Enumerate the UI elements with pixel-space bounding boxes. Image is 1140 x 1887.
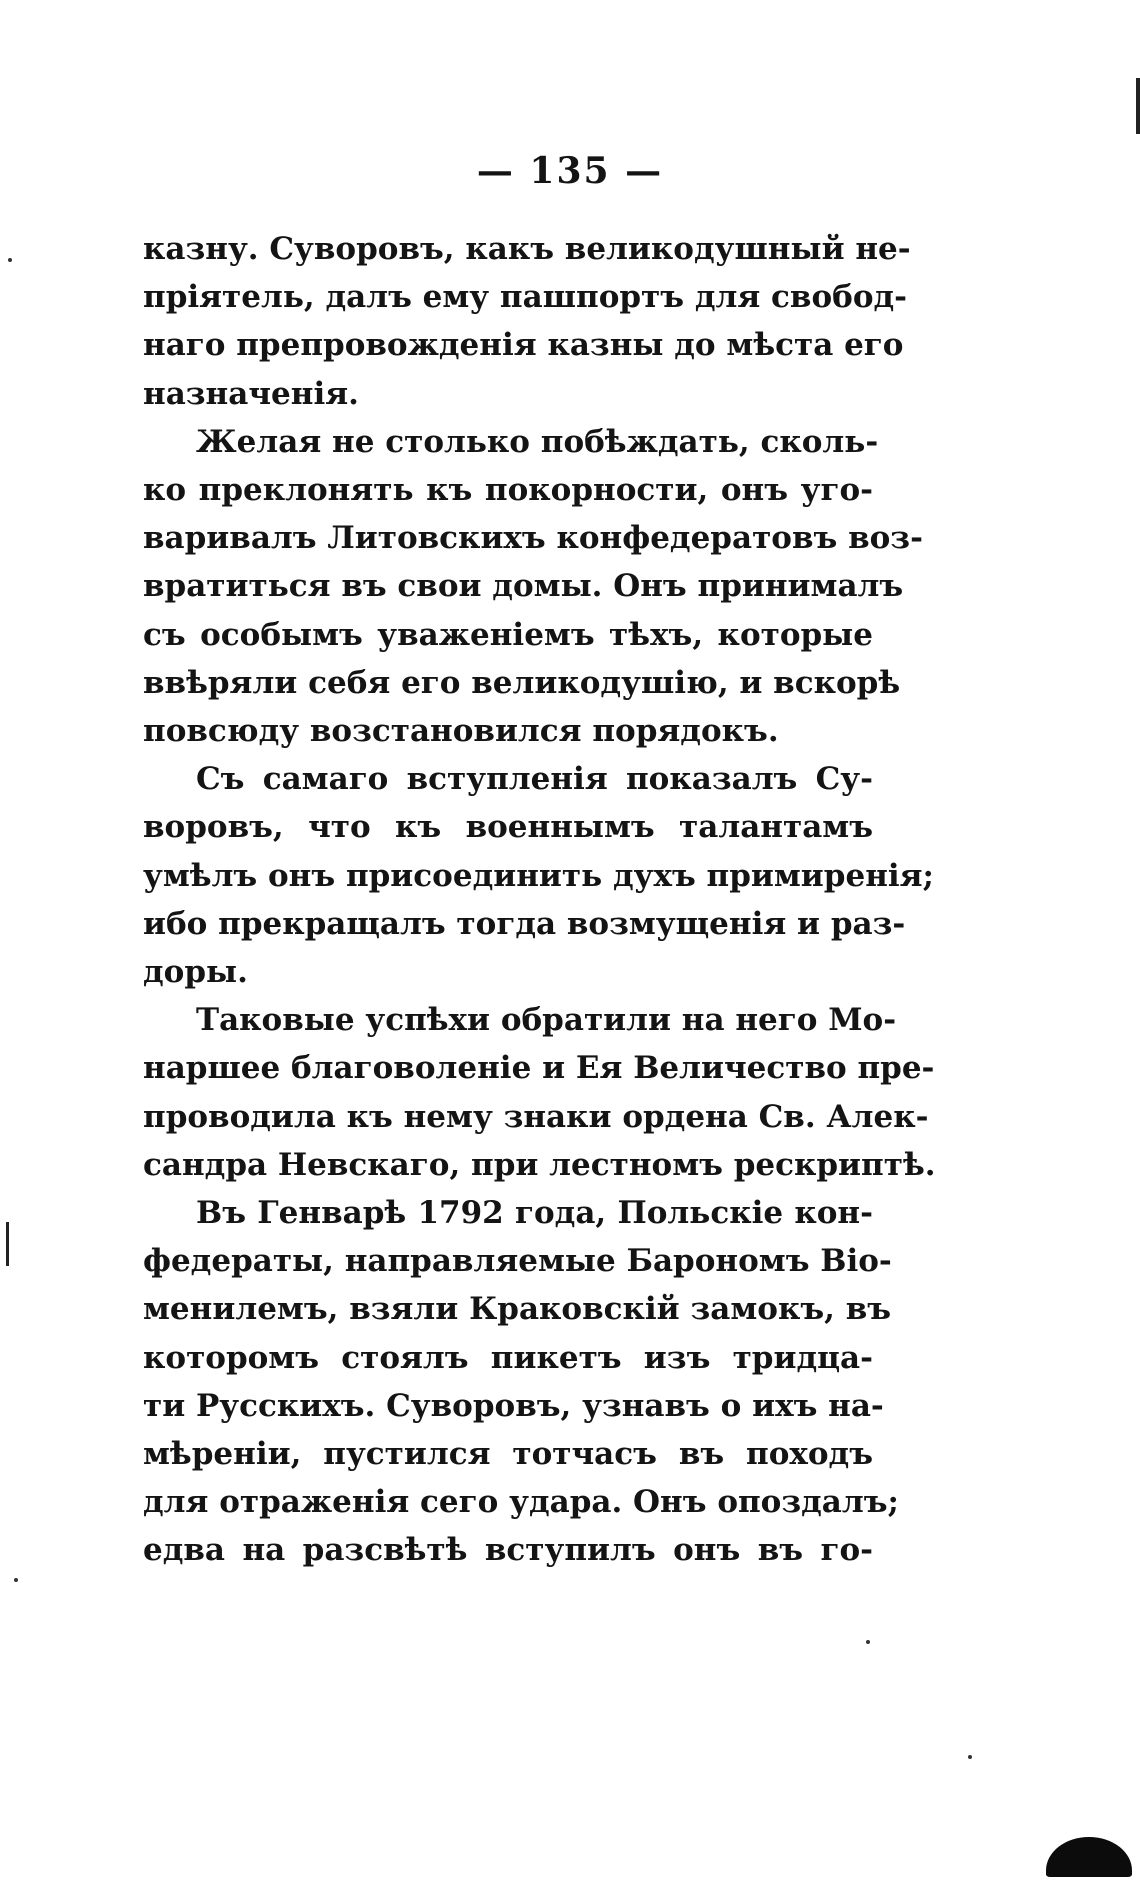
text-line: Въ Генварѣ 1792 года, Польскіе кон-: [196, 1195, 873, 1232]
text-line: мѣреніи, пустился тотчасъ въ походъ: [143, 1436, 873, 1473]
text-line: повсюду возстановился порядокъ.: [143, 713, 779, 750]
text-line: наго препровожденія казны до мѣста его: [143, 327, 904, 364]
text-line: Таковые успѣхи обратили на него Мо-: [196, 1002, 897, 1039]
text-line: ибо прекращалъ тогда возмущенія и раз-: [143, 905, 906, 942]
text-line: назначенія.: [143, 375, 359, 412]
text-line: которомъ стоялъ пикетъ изъ тридца-: [143, 1339, 873, 1376]
scan-speck: [866, 1640, 870, 1644]
scan-speck: [8, 258, 12, 262]
text-line: сандра Невскаго, при лестномъ рескриптѣ.: [143, 1146, 936, 1183]
text-line: умѣлъ онъ присоединить духъ примиренія;: [143, 857, 934, 894]
text-line: едва на разсвѣтѣ вступилъ онъ въ го-: [143, 1532, 873, 1569]
text-line: менилемъ, взяли Краковскій замокъ, въ: [143, 1291, 892, 1328]
text-line: пріятель, далъ ему пашпортъ для свобод-: [143, 279, 908, 316]
text-line: ти Русскихъ. Суворовъ, узнавъ о ихъ на-: [143, 1387, 884, 1424]
text-line: Съ самаго вступленія показалъ Су-: [196, 761, 873, 798]
text-line: для отраженія сего удара. Онъ опоздалъ;: [143, 1484, 899, 1521]
text-line: Желая не столько побѣждать, сколь-: [196, 423, 879, 460]
scan-speck: [968, 1755, 972, 1759]
text-line: варивалъ Литовскихъ конфедератовъ воз-: [143, 520, 923, 557]
text-line: доры.: [143, 954, 248, 991]
text-line: вратиться въ свои домы. Онъ принималъ: [143, 568, 904, 605]
ink-blot: [1046, 1837, 1132, 1877]
body-text: [143, 225, 936, 1575]
text-line: ко преклонять къ покорности, онъ уго-: [143, 472, 873, 509]
page-number: — 135 —: [476, 150, 664, 192]
scan-speck: [14, 1578, 18, 1582]
scan-edge-mark: [1136, 78, 1140, 134]
text-line: ввѣряли себя его великодушію, и вскорѣ: [143, 664, 901, 701]
text-line: проводила къ нему знаки ордена Св. Алек-: [143, 1098, 929, 1135]
text-line: наршее благоволеніе и Ея Величество пре-: [143, 1050, 935, 1087]
text-line: казну. Суворовъ, какъ великодушный не-: [143, 231, 911, 267]
scan-margin-mark: [6, 1222, 9, 1266]
text-line: съ особымъ уваженіемъ тѣхъ, которые: [143, 616, 873, 653]
text-line: воровъ, что къ военнымъ талантамъ: [143, 809, 873, 846]
text-line: федераты, направляемые Барономъ Віо-: [143, 1243, 892, 1280]
